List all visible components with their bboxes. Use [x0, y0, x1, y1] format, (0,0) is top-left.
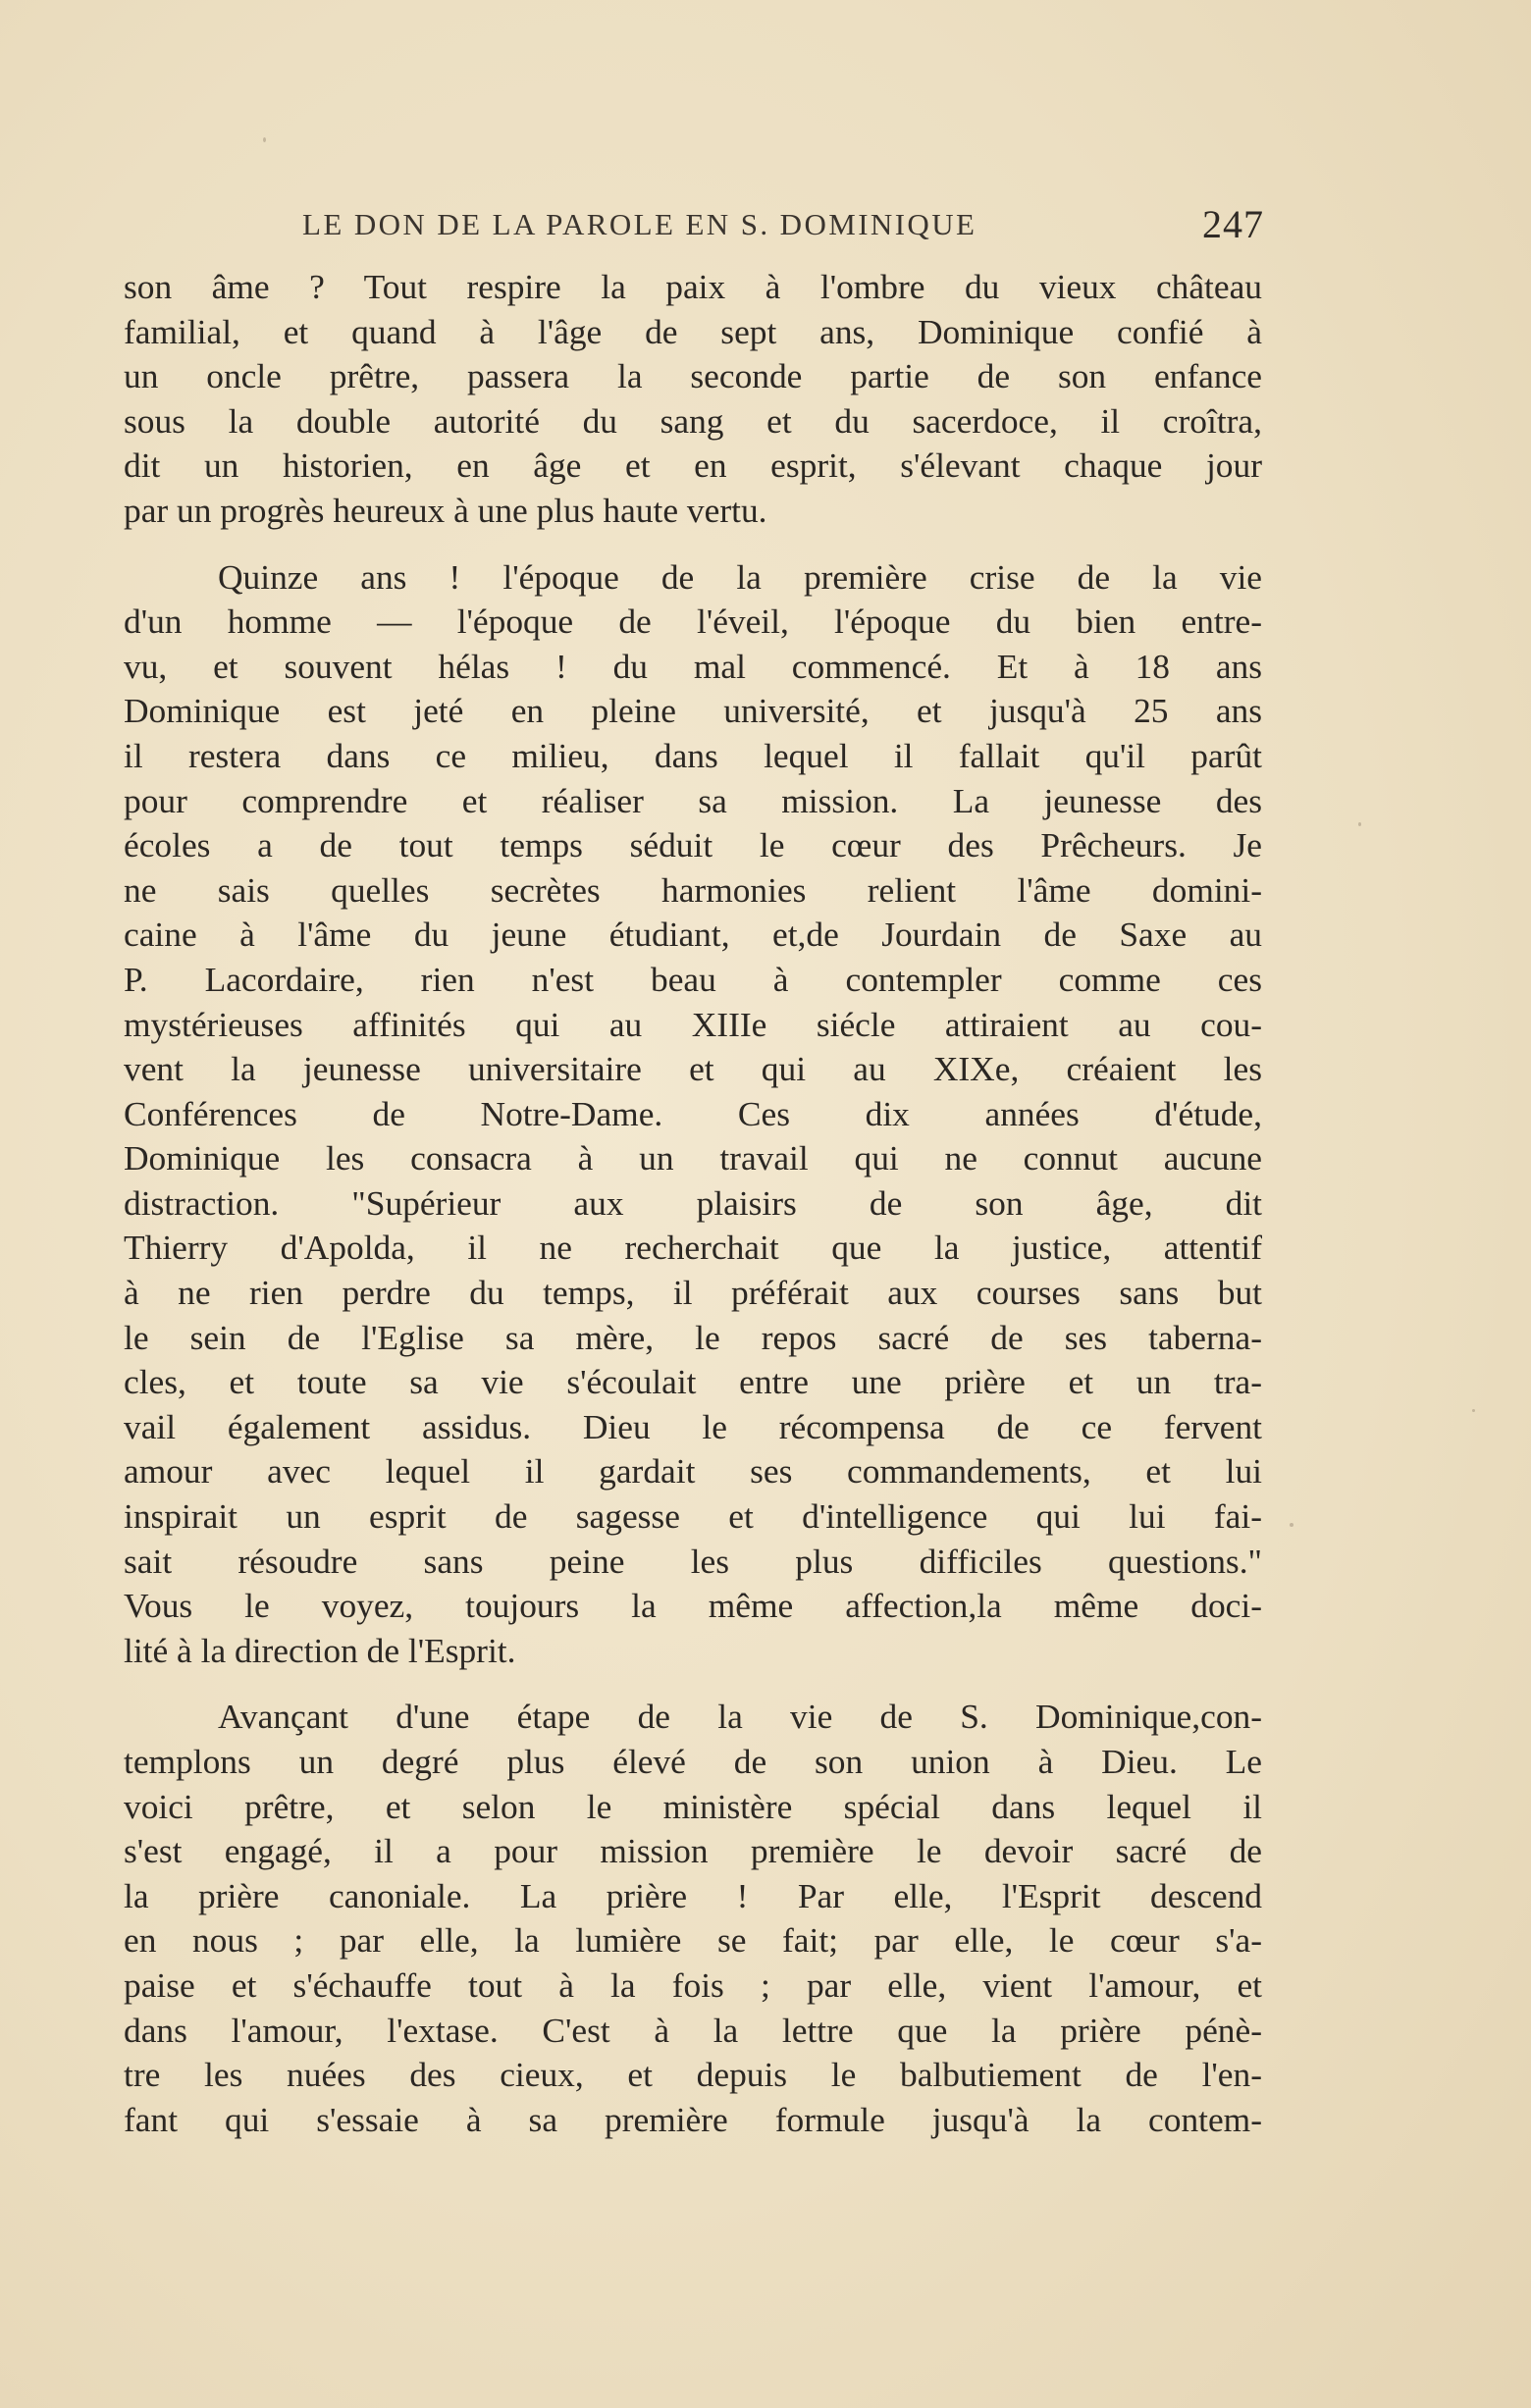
paper-speck — [263, 137, 266, 142]
text-line: P. Lacordaire, rien n'est beau à contempler comme ces — [124, 959, 1262, 999]
text-line: sait résoudre sans peine les plus difficiles questions." — [124, 1541, 1262, 1581]
text-line: dit un historien, en âge et en esprit, s'élevant chaque jour — [124, 445, 1262, 486]
text-line: le sein de l'Eglise sa mère, le repos sacré de ses taberna- — [124, 1317, 1262, 1357]
body-text — [124, 265, 1262, 2142]
text-line: inspirait un esprit de sagesse et d'intelligence qui lui fai- — [124, 1496, 1262, 1537]
text-line: familial, et quand à l'âge de sept ans, Dominique confié à — [124, 311, 1262, 351]
text-line: Thierry d'Apolda, il ne recherchait que la justice, attentif — [124, 1228, 1262, 1268]
text-line: Conférences de Notre-Dame. Ces dix années d'étude, — [124, 1093, 1262, 1133]
running-title: LE DON DE LA PAROLE EN S. DOMINIQUE — [302, 207, 977, 241]
text-line: à ne rien perdre du temps, il préférait aux courses sans but — [124, 1273, 1262, 1313]
paragraph-2 — [124, 555, 1262, 1674]
text-line: il restera dans ce milieu, dans lequel il fallait qu'il parût — [124, 735, 1262, 775]
text-line: vail également assidus. Dieu le récompensa de ce fervent — [124, 1406, 1262, 1446]
paragraph-3 — [124, 1695, 1262, 2142]
text-line: paise et s'échauffe tout à la fois ; par elle, vient l'amour, et — [124, 1964, 1262, 2005]
text-line: son âme ? Tout respire la paix à l'ombre du vieux château — [124, 267, 1262, 306]
text-line: Dominique les consacra à un travail qui ne connut aucune — [124, 1138, 1262, 1178]
text-line: vu, et souvent hélas ! du mal commencé. Et à 18 ans — [124, 646, 1262, 686]
paper-speck — [1290, 1523, 1293, 1527]
text-line: pour comprendre et réaliser sa mission. La jeunesse des — [124, 780, 1262, 820]
text-line: ne sais quelles secrètes harmonies relient l'âme domini- — [124, 869, 1262, 910]
text-line: vent la jeunesse universitaire et qui au XIXe, créaient les — [124, 1049, 1262, 1089]
text-line: Quinze ans ! l'époque de la première crise de la vie — [218, 556, 1262, 597]
text-line: s'est engagé, il a pour mission première le devoir sacré de — [124, 1831, 1262, 1871]
text-line: Vous le voyez, toujours la même affection,la même doci- — [124, 1586, 1262, 1626]
text-line: en nous ; par elle, la lumière se fait; par elle, le cœur s'a- — [124, 1920, 1262, 1961]
text-line: sous la double autorité du sang et du sacerdoce, il croîtra, — [124, 400, 1262, 441]
text-line: écoles a de tout temps séduit le cœur des Prêcheurs. Je — [124, 825, 1262, 865]
page-number: 247 — [1202, 202, 1264, 246]
text-line: lité à la direction de l'Esprit. — [124, 1630, 516, 1670]
running-head — [124, 201, 1264, 252]
text-line: la prière canoniale. La prière ! Par elle, l'Esprit descend — [124, 1875, 1262, 1915]
text-line: amour avec lequel il gardait ses commandements, et lui — [124, 1451, 1262, 1492]
text-line: dans l'amour, l'extase. C'est à la lettre que la prière pénè- — [124, 2010, 1262, 2050]
text-line: un oncle prêtre, passera la seconde partie de son enfance — [124, 356, 1262, 396]
text-line: voici prêtre, et selon le ministère spécial dans lequel il — [124, 1786, 1262, 1826]
paper-speck — [1472, 1409, 1475, 1412]
paper-speck — [1358, 822, 1361, 826]
text-line: d'un homme — l'époque de l'éveil, l'époque du bien entre- — [124, 602, 1262, 642]
text-line: distraction. "Supérieur aux plaisirs de son âge, dit — [124, 1182, 1262, 1223]
text-line: mystérieuses affinités qui au XIIIe siécle attiraient au cou- — [124, 1004, 1262, 1044]
text-line: par un progrès heureux à une plus haute vertu. — [124, 490, 767, 530]
text-line: tre les nuées des cieux, et depuis le balbutiement de l'en- — [124, 2055, 1262, 2095]
text-line: cles, et toute sa vie s'écoulait entre une prière et un tra- — [124, 1362, 1262, 1402]
text-line: fant qui s'essaie à sa première formule jusqu'à la contem- — [124, 2099, 1262, 2139]
text-line: caine à l'âme du jeune étudiant, et,de Jourdain de Saxe au — [124, 915, 1262, 955]
text-line: Avançant d'une étape de la vie de S. Dominique,con- — [218, 1697, 1262, 1737]
paragraph-1 — [124, 265, 1262, 534]
text-line: templons un degré plus élevé de son union à Dieu. Le — [124, 1742, 1262, 1781]
text-line: Dominique est jeté en pleine université, et jusqu'à 25 ans — [124, 691, 1262, 731]
